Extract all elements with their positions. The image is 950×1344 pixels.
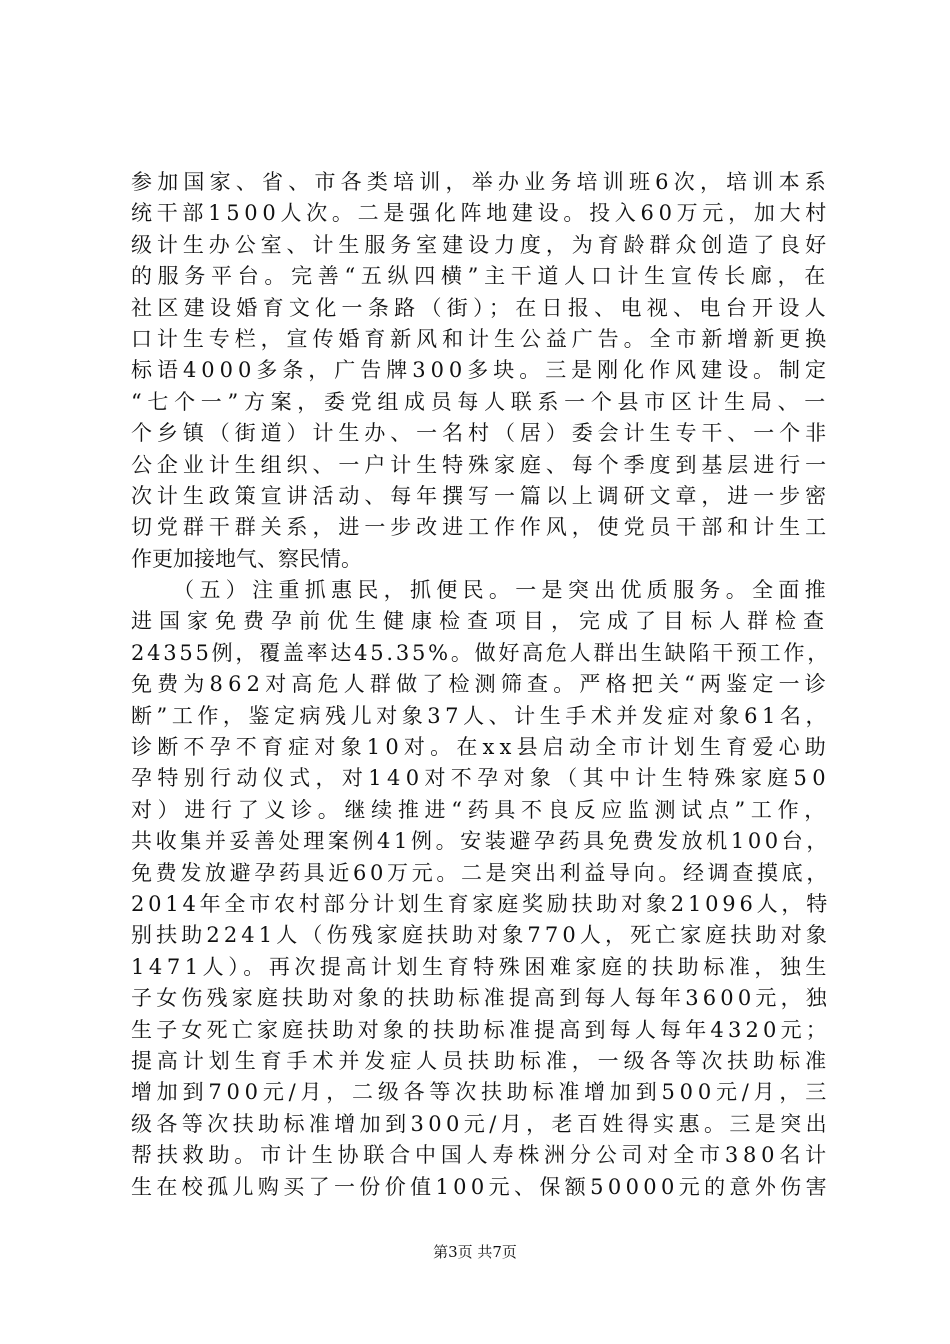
text-line: 生在校孤儿购买了一份价值100元、保额50000元的意外伤害 [131, 1174, 831, 1199]
text-line: 免费为862对高危人群做了检测筛查。严格把关“两鉴定一诊 [131, 672, 831, 697]
text-line: 帮扶救助。市计生协联合中国人寿株洲分公司对全市380名计 [131, 1143, 831, 1168]
text-line: 统干部1500人次。二是强化阵地建设。投入60万元，加大村 [131, 201, 831, 226]
page-footer [0, 1242, 950, 1262]
text-line: 的服务平台。完善“五纵四横”主干道人口计生宣传长廊，在 [131, 264, 831, 289]
text-line: 生子女死亡家庭扶助对象的扶助标准提高到每人每年4320元； [131, 1017, 831, 1042]
text-line: 次计生政策宣讲活动、每年撰写一篇以上调研文章，进一步密 [131, 483, 831, 508]
page-indicator: 第3页 共7页 [433, 1243, 517, 1261]
text-line: 口计生专栏，宣传婚育新风和计生公益广告。全市新增新更换 [131, 326, 831, 351]
text-line: 切党群干群关系，进一步改进工作作风，使党员干部和计生工 [131, 515, 831, 540]
text-line: 孕特别行动仪式，对140对不孕对象（其中计生特殊家庭50 [131, 766, 831, 791]
body-text [131, 167, 831, 1203]
text-line: 24355例，覆盖率达45.35%。做好高危人群出生缺陷干预工作， [131, 640, 831, 665]
text-line: 2014年全市农村部分计划生育家庭奖励扶助对象21096人，特 [131, 891, 831, 916]
text-line: 个乡镇（街道）计生办、一名村（居）委会计生专干、一个非 [131, 421, 831, 446]
text-line: 增加到700元/月，二级各等次扶助标准增加到500元/月，三 [131, 1080, 831, 1105]
text-line: 1471人）。再次提高计划生育特殊困难家庭的扶助标准，独生 [131, 954, 831, 979]
text-line: 公企业计生组织、一户计生特殊家庭、每个季度到基层进行一 [131, 452, 831, 477]
text-line: 标语4000多条，广告牌300多块。三是刚化作风建设。制定 [131, 358, 831, 383]
text-line: 提高计划生育手术并发症人员扶助标准，一级各等次扶助标准 [131, 1048, 831, 1073]
text-line: 诊断不孕不育症对象10对。在xx县启动全市计划生育爱心助 [131, 735, 831, 760]
text-line: 对）进行了义诊。继续推进“药具不良反应监测试点”工作， [131, 797, 831, 822]
text-line: 作更加接地气、察民情。 [131, 546, 362, 571]
text-line: 共收集并妥善处理案例41例。安装避孕药具免费发放机100台， [131, 829, 831, 854]
text-line: 断”工作，鉴定病残儿对象37人、计生手术并发症对象61名， [131, 703, 831, 728]
text-line: 社区建设婚育文化一条路（街）；在日报、电视、电台开设人 [131, 295, 831, 320]
text-line: （五）注重抓惠民，抓便民。一是突出优质服务。全面推 [131, 578, 831, 603]
text-line: 参加国家、省、市各类培训，举办业务培训班6次，培训本系 [131, 170, 831, 194]
text-line: “七个一”方案，委党组成员每人联系一个县市区计生局、一 [131, 389, 831, 414]
text-line: 子女伤残家庭扶助对象的扶助标准提高到每人每年3600元，独 [131, 986, 831, 1011]
text-line: 进国家免费孕前优生健康检查项目，完成了目标人群检查 [131, 609, 831, 634]
text-line: 级计生办公室、计生服务室建设力度，为育龄群众创造了良好 [131, 232, 831, 257]
text-line: 别扶助2241人（伤残家庭扶助对象770人，死亡家庭扶助对象 [131, 923, 831, 948]
text-line: 级各等次扶助标准增加到300元/月，老百姓得实惠。三是突出 [131, 1111, 831, 1136]
text-line: 免费发放避孕药具近60万元。二是突出利益导向。经调查摸底， [131, 860, 831, 885]
